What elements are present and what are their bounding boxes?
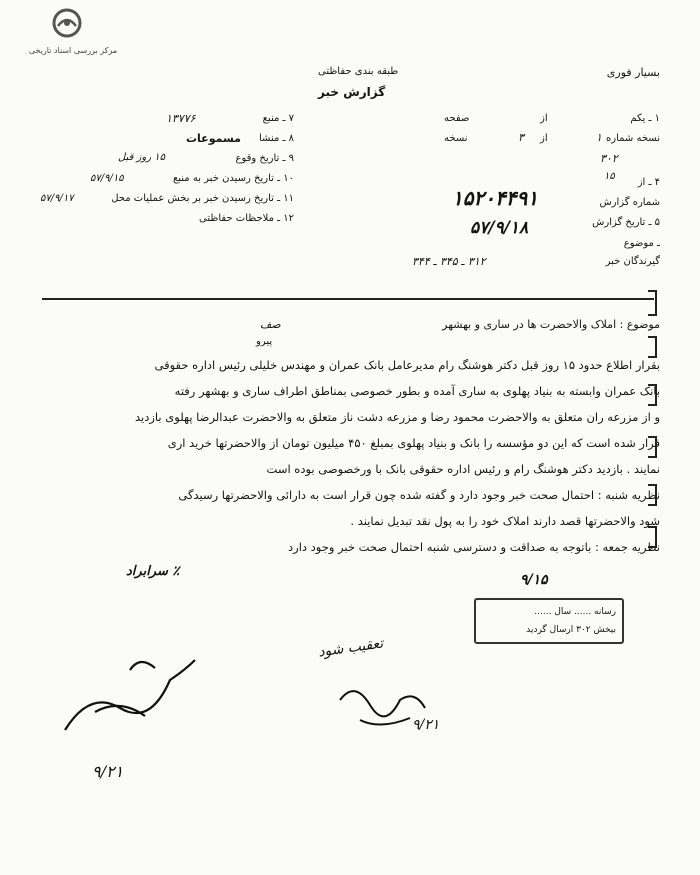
field-source-value: ۱۳۷۷۶ xyxy=(166,112,196,125)
subject-follow: پیرو xyxy=(256,336,273,347)
subject-text: موضوع : املاک والاحضرت ها در ساری و بهشهر xyxy=(442,318,660,331)
field-event-date-label: ۹ ـ تاریخ وقوع xyxy=(235,153,294,164)
field-report-date-label: ۵ ـ تاریخ گزارش xyxy=(592,217,660,228)
handwritten-date: ۹/۱۵ xyxy=(520,572,548,588)
security-class-label: طبقه بندی حفاظتی xyxy=(318,66,399,77)
field-security-notes-label: ۱۲ ـ ملاحظات حفاظتی xyxy=(199,213,294,224)
signature-name-text: تعقیب شود xyxy=(317,635,385,661)
margin-bracket xyxy=(648,384,657,406)
field-recipients-value: ۳۱۲ ـ ۳۴۵ ـ ۳۴۴ xyxy=(412,255,486,268)
margin-bracket xyxy=(648,336,657,358)
margin-bracket xyxy=(648,526,657,548)
archive-logo-text: مرکز بررسی اسناد تاریخی xyxy=(28,46,118,55)
separator-line xyxy=(42,298,654,300)
body-line: بقرار اطلاع حدود ۱۵ روز قبل دکتر هوشنگ رام مدیرعامل بانک عمران و مهندس خلیلی رئیس اداره حقوقی xyxy=(154,358,660,372)
field-file-sub-value: ۱۵ xyxy=(604,171,615,182)
field-origin-label: ۸ ـ منشا xyxy=(258,133,294,144)
classification-label: بسیار فوری xyxy=(606,66,660,79)
field-copy-number-label: نسخه شماره xyxy=(606,133,660,144)
field-copy-label: ۱ ـ یکم xyxy=(630,113,660,124)
field-source-label: ۷ ـ منبع xyxy=(262,113,294,124)
field-copy-page: صفحه xyxy=(444,113,470,124)
separator-bracket xyxy=(648,290,657,316)
field-copy-number-value: ۱ xyxy=(596,131,602,144)
stamp-box xyxy=(474,598,624,644)
field-copy-from: از xyxy=(540,113,548,124)
margin-bracket xyxy=(648,436,657,458)
field-ops-date-label: ۱۱ ـ تاریخ رسیدن خبر بر بخش عملیات محل xyxy=(111,193,294,204)
field-report-date-value: ۵۷/۹/۱۸ xyxy=(470,218,529,238)
stamp-line-2: بیخش ۳۰۲ ارسال گردید xyxy=(526,625,616,635)
field-copy-number-total: ۳ xyxy=(518,131,524,144)
body-line: شود والاحضرتها قصد دارند املاک خود را به پول نقد تبدیل نمایند . xyxy=(350,514,660,528)
body-line: بانک عمران وابسته به بنیاد پهلوی به ساری آمده و بطور خصوصی بمناطق اطراف ساری و بهشهر رفته xyxy=(174,384,660,398)
field-file-value: ۳۰۲ xyxy=(600,152,618,165)
handwritten-note: ٪ سرابراد xyxy=(126,564,180,579)
signature-middle xyxy=(330,660,450,750)
field-event-date-value: ۱۵ روز قبل xyxy=(118,152,165,163)
field-ops-date-value: ۵۷/۹/۱۷ xyxy=(40,193,74,204)
body-line: قرار شده است که این دو مؤسسه را بانک و بنیاد پهلوی بمبلغ ۴۵۰ میلیون تومان از والاحضرتها خرید اری xyxy=(167,436,660,450)
archive-logo-icon xyxy=(52,8,82,38)
body-line: و از مزرعه ران متعلق به والاحضرت محمود رضا و مزرعه دشت ناز متعلق به والاحضرت عبدالرضا پهلوی بازدید xyxy=(135,410,660,424)
field-receipt-date-label: ۱۰ ـ تاریخ رسیدن خبر به منبع xyxy=(172,173,294,184)
signature-left-date: ۹/۲۱ xyxy=(92,762,124,781)
archive-logo xyxy=(18,8,118,58)
field-recipients-label: گیرندگان خبر xyxy=(605,256,660,267)
field-report-number-value: ۱۵۲۰۴۴۹۱ xyxy=(452,186,538,210)
field-origin-value: مسموعات xyxy=(186,132,241,145)
signature-left xyxy=(60,650,200,740)
field-from-label: ۴ ـ از xyxy=(637,177,660,188)
body-line: نظریه شنبه : احتمال صحت خبر وجود دارد و گفته شده چون قرار است به دارائی والاحضرتها رسیدگی xyxy=(178,488,660,502)
subject-annotation: صف xyxy=(260,318,281,331)
field-receipt-date-value: ۵۷/۹/۱۵ xyxy=(90,173,124,184)
report-title: گزارش خبر xyxy=(318,85,386,99)
body-line: نمایند . بازدید دکتر هوشنگ رام و رئیس اداره حقوقی بانک با ورخصوصی بوده است xyxy=(266,462,660,476)
signature-middle-date: ۹/۲۱ xyxy=(412,717,440,733)
field-report-number-label: شماره گزارش xyxy=(599,197,660,208)
margin-bracket xyxy=(648,484,657,506)
field-copy-number-unit: نسخه xyxy=(444,133,468,144)
field-copy-number-from: از xyxy=(540,133,548,144)
body-line: نظریه جمعه : باتوجه به صداقت و دسترسی شنبه احتمال صحت خبر وجود دارد xyxy=(288,540,660,554)
field-subject-label: ـ موضوع xyxy=(623,238,660,249)
stamp-line-1: رسانه ...... سال ...... xyxy=(534,607,616,617)
